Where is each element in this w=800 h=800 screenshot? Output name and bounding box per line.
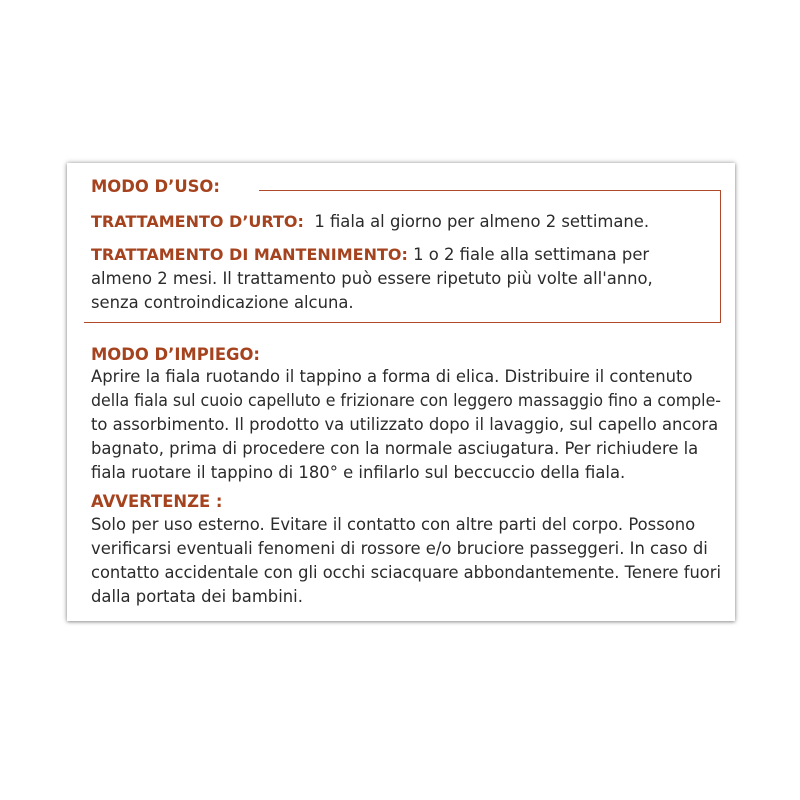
impiego-line-2: della fiala sul cuoio capelluto e frizionare con leggero massaggio fino a comple- [91, 391, 721, 410]
avvertenze-line-3: contatto accidentale con gli occhi sciacquare abbondantemente. Tenere fuori [91, 563, 721, 582]
avvertenze-line-2: verificarsi eventuali fenomeni di rossore e/o bruciore passeggeri. In caso di [91, 539, 708, 558]
mant-label: TRATTAMENTO DI MANTENIMENTO: [91, 245, 408, 264]
mant-text-1: 1 o 2 fiale alla settimana per [407, 245, 650, 264]
impiego-line-3: to assorbimento. Il prodotto va utilizzato dopo il lavaggio, sul capello ancora [91, 415, 719, 434]
mant-line-1 [91, 243, 649, 268]
urto-text: 1 fiala al giorno per almeno 2 settimane. [303, 212, 650, 231]
avvertenze-line-1: Solo per uso esterno. Evitare il contatto con altre parti del corpo. Possono [91, 515, 696, 534]
urto-line [91, 210, 649, 235]
impiego-line-4: bagnato, prima di procedere con la normale asciugatura. Per richiudere la [91, 439, 699, 458]
avvertenze-line-4: dalla portata dei bambini. [91, 587, 303, 606]
modo-uso-title: MODO D’USO: [91, 177, 220, 196]
impiego-line-5: fiala ruotare il tappino di 180° e infilarlo sul beccuccio della fiala. [91, 463, 626, 482]
instructions-card [67, 163, 735, 621]
modo-impiego-title: MODO D’IMPIEGO: [91, 345, 260, 364]
impiego-line-1: Aprire la fiala ruotando il tappino a forma di elica. Distribuire il contenuto [91, 367, 693, 386]
mant-line-2: almeno 2 mesi. Il trattamento può essere ripetuto più volte all'anno, [91, 269, 653, 288]
mant-line-3: senza controindicazione alcuna. [91, 293, 354, 312]
avvertenze-title: AVVERTENZE : [91, 492, 223, 511]
urto-label: TRATTAMENTO D’URTO: [91, 212, 304, 231]
usage-box-topline [259, 190, 720, 191]
